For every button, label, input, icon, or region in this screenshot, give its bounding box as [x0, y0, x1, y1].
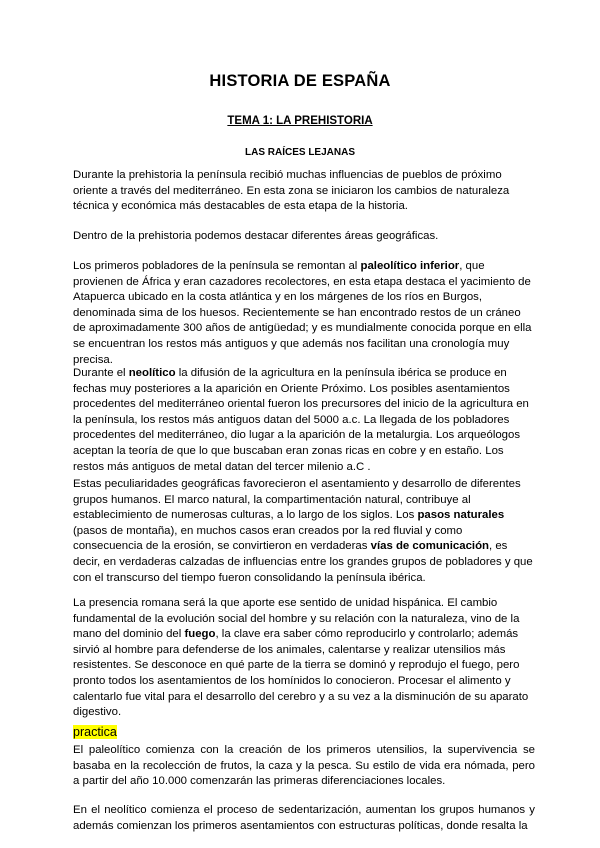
text-run: , que provienen de África y eran cazadores recolectores, en esta etapa destaca el yacimiento de Atapuerca ubicado en la costa atlántica y en los márgenes de los ríos en Burgos, denominada sima de los huesos. Recientemente se han encontrado restos de un cráneo de aproximadamente 300 años de antigüedad; y es mundialmente conocida porque en ella se encuentran los restos más antiguos y que además nos facilitan una cronología muy precisa. — [73, 260, 532, 366]
paragraph-intro: Durante la prehistoria la península recibió muchas influencias de pueblos de próximo oriente a través del mediterráneo. En esta zona se iniciaron los cambios de naturaleza técnica y económica más destacables de esta etapa de la historia. — [73, 169, 510, 213]
paragraph-neolithic — [73, 366, 535, 475]
bold-term-neolitico: neolítico — [128, 367, 176, 379]
text-run: Los primeros pobladores de la península se remontan al — [73, 260, 361, 272]
practica-label-line — [73, 725, 535, 742]
document-title: HISTORIA DE ESPAÑA — [209, 72, 391, 90]
text-run: La presencia romana será la que aporte ese sentido de unidad hispánica. El cambio fundamental de la evolución social del hombre y su relación con la naturaleza, vino de la mano del dominio del — [73, 597, 520, 641]
paragraph-practica-neolithic: En el neolítico comienza el proceso de sedentarización, aumentan los grupos humanos y además comienzan los primeros asentamientos con estructuras políticas, donde resalta la — [73, 804, 535, 832]
text-run: , la clave era saber cómo reproducirlo y controlarlo; además sirvió al hombre para defenderse de los animales, calentarse y realizar utensilios más resistentes. Se desconoce en qué parte de la tierra se dominó y reprodujo el fuego, pero pronto todos los asentamientos de los homínidos lo conocieron. Procesar el alimento y calentarlo fue vital para el desarrollo del cerebro y a su vez a la disminución de su aparato digestivo. — [73, 628, 529, 719]
paragraph-geography — [73, 477, 535, 586]
paragraph-paleolithic — [73, 259, 535, 368]
bold-term-pasos: pasos naturales — [417, 509, 505, 522]
practica-highlight: practica — [73, 725, 117, 739]
text-run: la difusión de la agricultura en la península ibérica se produce en fechas muy posteriores a la aparición en Oriente Próximo. Los posibles asentamientos procedentes del mediterráneo oriental fueron los precursores del inicio de la agricultura en la península, los restos más antiguos datan del 5000 a.c. La llegada de los pobladores procedentes del mediterráneo, dio lugar a la aparición de la metalurgia. Los arqueólogos aceptan la teoría de que lo que buscaban eran zonas ricas en cobre y en estaño. Los restos más antiguos de metal datan del tercer milenio a.C . — [73, 367, 529, 473]
paragraph-practica-paleolithic: El paleolítico comienza con la creación de los primeros utensilios, la supervivencia se basaba en la recolección de frutos, la caza y la pesca. Su estilo de vida era nómada, pero a partir del año 10.000 comenzarán las primeras diferenciaciones locales. — [73, 744, 535, 788]
paragraph-fire — [73, 596, 535, 721]
bold-term-paleolitico: paleolítico inferior — [360, 260, 460, 272]
bold-term-vias: vías de comunicación — [370, 540, 489, 553]
text-run: Estas peculiaridades geográficas favorecieron el asentamiento y desarrollo de diferentes grupos humanos. El marco natural, la compartimentación natural, contribuye al establecimiento de numerosas culturas, a lo largo de los siglos. Los — [73, 478, 521, 522]
section-heading: LAS RAÍCES LEJANAS — [244, 147, 355, 158]
text-run: , es decir, en verdaderas calzadas de influencias entre los grandes grupos de pobladores y que con el transcurso del tiempo fueron consolidando la península ibérica. — [73, 540, 533, 584]
text-run: (pasos de montaña), en muchos casos eran creados por la red fluvial y como consecuencia de la erosión, se convirtieron en verdaderas — [73, 524, 463, 553]
text-run: Durante el — [73, 367, 129, 379]
paragraph-areas: Dentro de la prehistoria podemos destacar diferentes áreas geográficas. — [73, 230, 439, 242]
topic-subtitle: TEMA 1: LA PREHISTORIA — [227, 115, 373, 127]
bold-term-fuego: fuego — [184, 628, 216, 641]
